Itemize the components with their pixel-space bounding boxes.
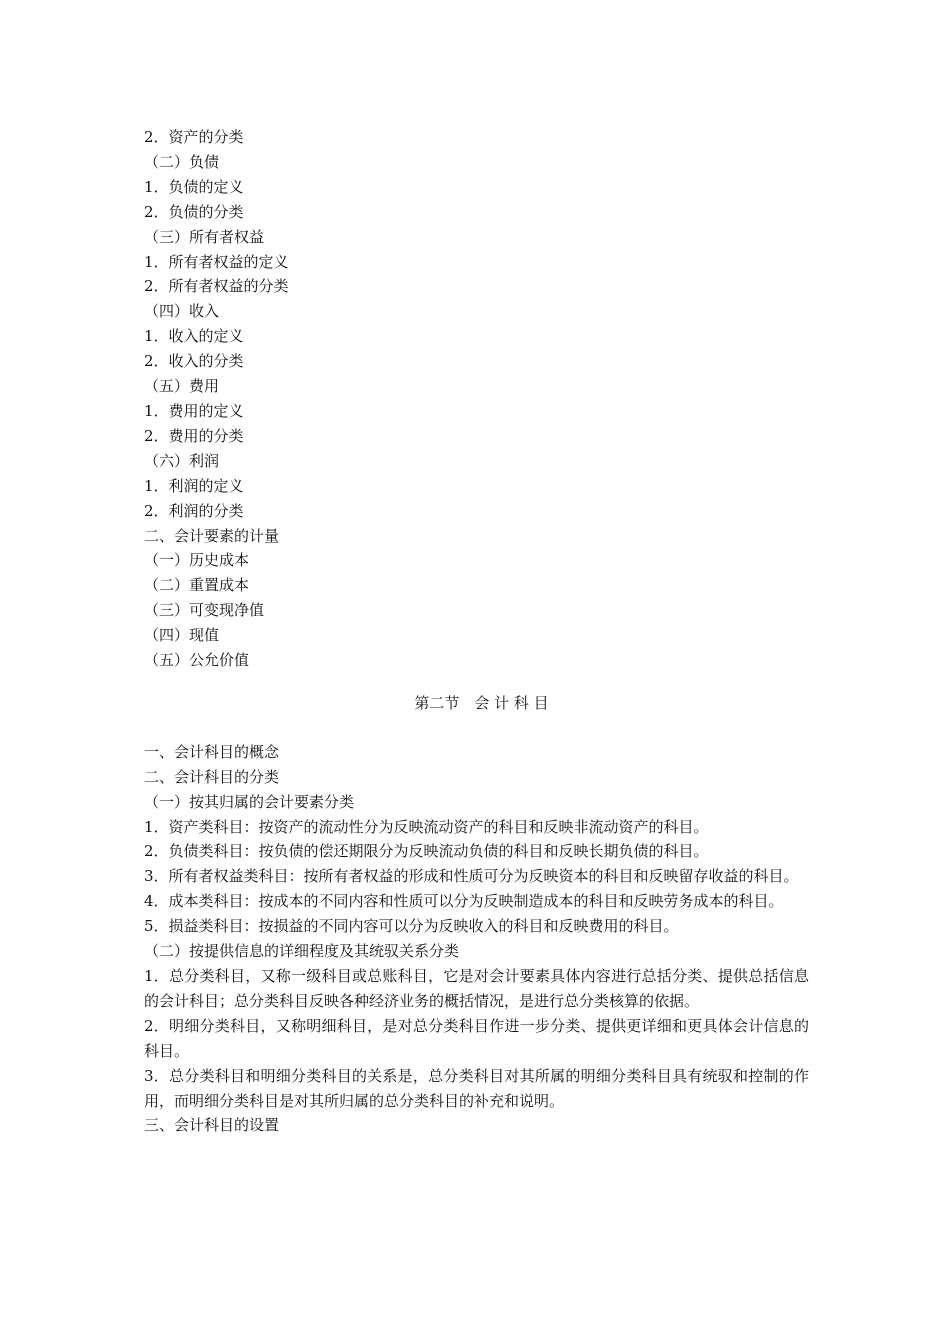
list-item: （四）收入 [144,302,220,321]
list-item: 二、会计要素的计量 [144,526,280,545]
list-item: 二、会计科目的分类 [144,767,280,786]
list-item: （三）所有者权益 [144,227,265,246]
list-item: 1．负债的定义 [144,177,244,196]
list-item: 4．成本类科目：按成本的不同内容和性质可以分为反映制造成本的科目和反映劳务成本的科目。 [144,892,784,911]
list-item: 5．损益类科目：按损益的不同内容可以分为反映收入的科目和反映费用的科目。 [144,917,679,936]
list-item: 2．明细分类科目，又称明细科目，是对总分类科目作进一步分类、提供更详细和更具体会计信息的科目。 [144,1016,809,1060]
list-item: 2．收入的分类 [144,352,244,371]
list-item: 1．资产类科目：按资产的流动性分为反映流动资产的科目和反映非流动资产的科目。 [144,817,709,836]
list-item: （二）重置成本 [144,576,250,595]
list-item: （一）历史成本 [144,551,250,570]
section-heading: 第二节 会 计 科 目 [414,693,549,712]
list-item: 1．总分类科目，又称一级科目或总账科目，它是对会计要素具体内容进行总括分类、提供总括信息的会计科目；总分类科目反映各种经济业务的概括情况，是进行总分类核算的依据。 [144,967,809,1010]
list-item: （六）利润 [144,451,220,470]
list-item: （三）可变现净值 [144,601,265,620]
list-item: （二）按提供信息的详细程度及其统驭关系分类 [144,942,460,961]
list-item: 2．负债类科目：按负债的偿还期限分为反映流动负债的科目和反映长期负债的科目。 [144,842,709,861]
list-item: （二）负债 [144,152,220,171]
list-item: （一）按其归属的会计要素分类 [144,792,355,811]
list-item: 2．所有者权益的分类 [144,277,289,296]
list-item: 1．收入的定义 [144,327,244,346]
list-item: （五）费用 [144,377,220,396]
list-item: 1．利润的定义 [144,476,244,495]
list-item: 2．资产的分类 [144,128,244,146]
list-item: 2．负债的分类 [144,202,244,221]
list-item: 2．利润的分类 [144,501,244,520]
list-item: （四）现值 [144,626,220,645]
list-item: （五）公允价值 [144,651,250,670]
list-item: 3．总分类科目和明细分类科目的关系是，总分类科目对其所属的明细分类科目具有统驭和控制的作用，而明细分类科目是对其所归属的总分类科目的补充和说明。 [144,1066,809,1110]
document-body [144,125,809,1138]
list-item: 2．费用的分类 [144,426,244,445]
list-item: 1．费用的定义 [144,401,244,420]
list-item: 三、会计科目的设置 [144,1116,280,1135]
list-item: 3．所有者权益类科目：按所有者权益的形成和性质可分为反映资本的科目和反映留存收益的科目。 [144,867,799,886]
list-item: 一、会计科目的概念 [144,742,280,761]
list-item: 1．所有者权益的定义 [144,252,289,271]
